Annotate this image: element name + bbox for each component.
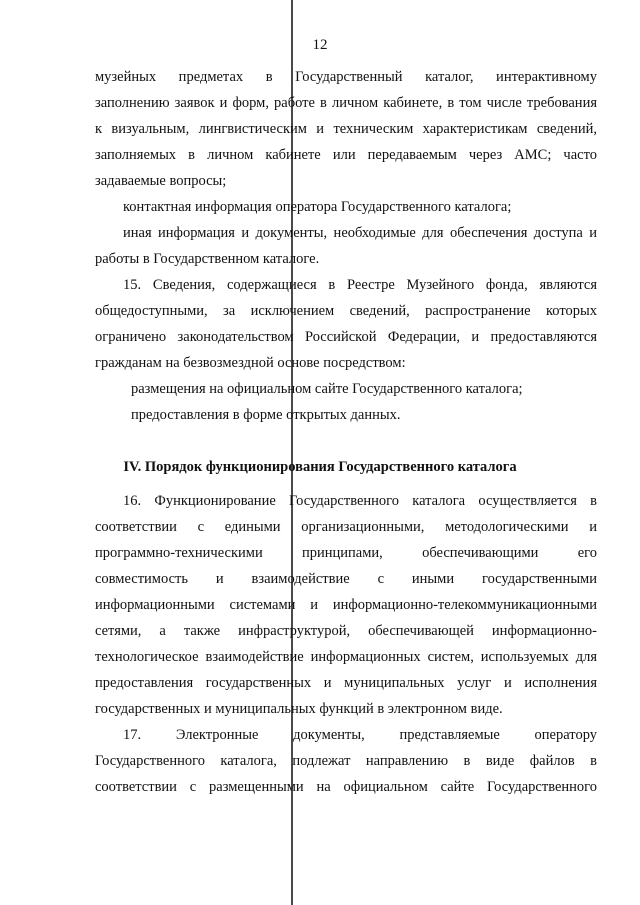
text-line: Государственного каталога, подлежат направлению в виде файлов в: [95, 753, 597, 769]
text-line: совместимость и взаимодействие с иными государственными: [95, 571, 597, 587]
text-line: ограничено законодательством Российской Федерации, и предоставляются: [95, 329, 597, 345]
text-line: заполняемых в личном кабинете или передаваемым через АМС; часто: [95, 147, 597, 163]
text-line: размещения на официальном сайте Государственного каталога;: [131, 381, 523, 397]
text-line: сетями, а также инфраструктурой, обеспечивающей информационно-: [95, 623, 597, 639]
text-line: 17. Электронные документы, представляемые оператору: [123, 727, 597, 743]
page-number: 12: [312, 37, 328, 53]
text-line: предоставления в форме открытых данных.: [131, 407, 401, 423]
text-line: гражданам на безвозмездной основе посредством:: [95, 355, 406, 371]
section-heading: IV. Порядок функционирования Государственного каталога: [123, 459, 517, 475]
text-line: задаваемые вопросы;: [95, 173, 227, 189]
text-line: 16. Функционирование Государственного каталога осуществляется в: [123, 493, 597, 509]
text-line: технологическое взаимодействие информационных систем, используемых для: [95, 649, 597, 665]
text-line: предоставления государственных и муниципальных услуг и исполнения: [95, 675, 597, 691]
text-line: работы в Государственном каталоге.: [95, 251, 320, 267]
text-line: государственных и муниципальных функций в электронном виде.: [95, 701, 503, 717]
text-line: информационными системами и информационно-телекоммуникационными: [95, 597, 597, 613]
text-line: программно-техническими принципами, обеспечивающими его: [95, 545, 597, 561]
text-line: общедоступными, за исключением сведений, распространение которых: [95, 303, 597, 319]
text-line: к визуальным, лингвистическим и техническим характеристикам сведений,: [95, 121, 597, 137]
text-line: 15. Сведения, содержащиеся в Реестре Музейного фонда, являются: [123, 277, 597, 293]
text-line: соответствии с размещенными на официальном сайте Государственного: [95, 779, 597, 795]
text-line: заполнению заявок и форм, работе в личном кабинете, в том числе требования: [95, 95, 597, 111]
text-line: контактная информация оператора Государственного каталога;: [123, 199, 512, 215]
text-line: иная информация и документы, необходимые для обеспечения доступа и: [123, 225, 597, 241]
text-line: музейных предметах в Государственный каталог, интерактивному: [95, 69, 597, 85]
text-line: соответствии с едиными организационными, методологическими и: [95, 519, 597, 535]
